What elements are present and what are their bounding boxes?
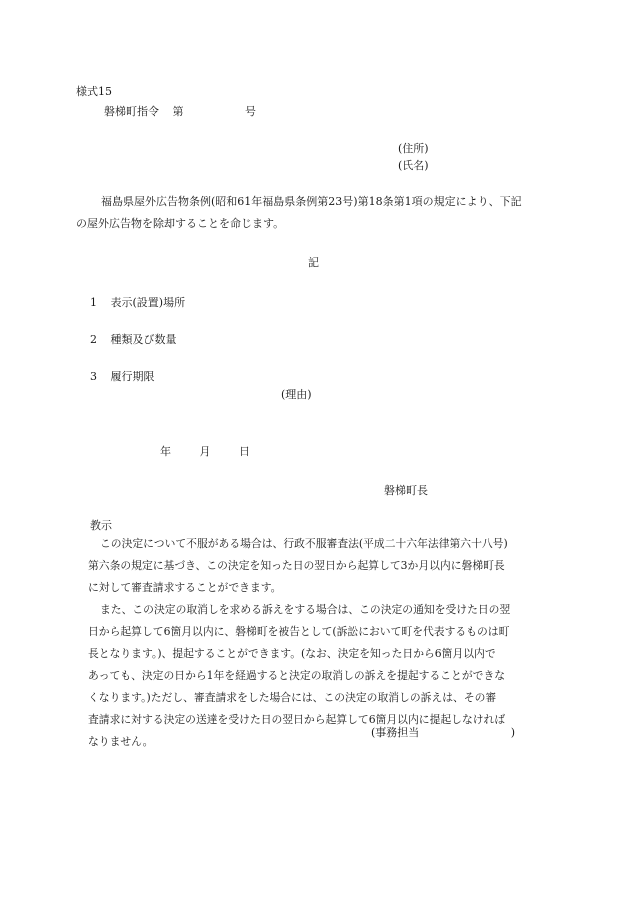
form-number: 様式15 [76, 85, 112, 98]
notice-line: 日から起算して6箇月以内に、磐梯町を被告として(訴訟において町を代表するものは町 [88, 625, 510, 638]
contact-label: (事務担当 [371, 726, 420, 739]
issuer: 磐梯町長 [384, 484, 428, 497]
item-1 [90, 295, 185, 311]
item-label: 表示(設置)場所 [110, 296, 186, 309]
directive-dai: 第 [172, 105, 184, 118]
intro-line: の屋外広告物を除却することを命じます。 [76, 217, 285, 230]
date-month: 月 [199, 445, 211, 458]
item-number: 3 [90, 370, 97, 383]
notice-line: あっても、決定の日から1年を経過すると決定の取消しの訴えを提起することができな [88, 669, 506, 682]
notice-line: なりません。 [88, 735, 154, 748]
directive-line [104, 104, 256, 120]
item-label: 種類及び数量 [110, 333, 177, 346]
item-number: 1 [90, 296, 97, 309]
item-label: 履行期限 [110, 370, 155, 383]
contact-line [371, 725, 515, 741]
notice-line: くなります。)ただし、審査請求をした場合には、この決定の取消しの訴えは、その審 [88, 691, 497, 704]
name-label: (氏名) [398, 159, 429, 172]
notice-title: 教示 [90, 519, 112, 532]
intro-paragraph [76, 191, 566, 235]
item-number: 2 [90, 333, 97, 346]
notice-line: 第六条の規定に基づき、この決定を知った日の翌日から起算して3か月以内に磐梯町長 [88, 559, 505, 572]
directive-prefix: 磐梯町指令 [104, 105, 159, 118]
date-day: 日 [239, 445, 250, 458]
directive-go: 号 [245, 105, 256, 118]
reason-label: (理由) [281, 388, 312, 401]
notice-line: に対して審査請求することができます。 [88, 581, 282, 594]
contact-close: ) [510, 726, 516, 739]
notice-line: また、この決定の取消しを求める訴えをする場合は、この決定の通知を受けた日の翌 [100, 603, 511, 616]
item-3 [90, 369, 155, 385]
notice-line: この決定について不服がある場合は、行政不服審査法(平成二十六年法律第六十八号) [100, 537, 508, 550]
ki-heading: 記 [308, 256, 319, 269]
notice-line: 長となります。)、提起することができます。(なお、決定を知った日から6箇月以内で [88, 647, 496, 660]
notice-body [88, 533, 558, 753]
date-line [160, 444, 250, 460]
date-year: 年 [160, 445, 171, 458]
item-2 [90, 332, 177, 348]
intro-line: 福島県屋外広告物条例(昭和61年福島県条例第23号)第18条第1項の規定により、下記 [101, 195, 522, 208]
notice-line: 査請求に対する決定の送達を受けた日の翌日から起算して6箇月以内に提起しなければ [88, 713, 506, 726]
address-label: (住所) [398, 142, 429, 155]
